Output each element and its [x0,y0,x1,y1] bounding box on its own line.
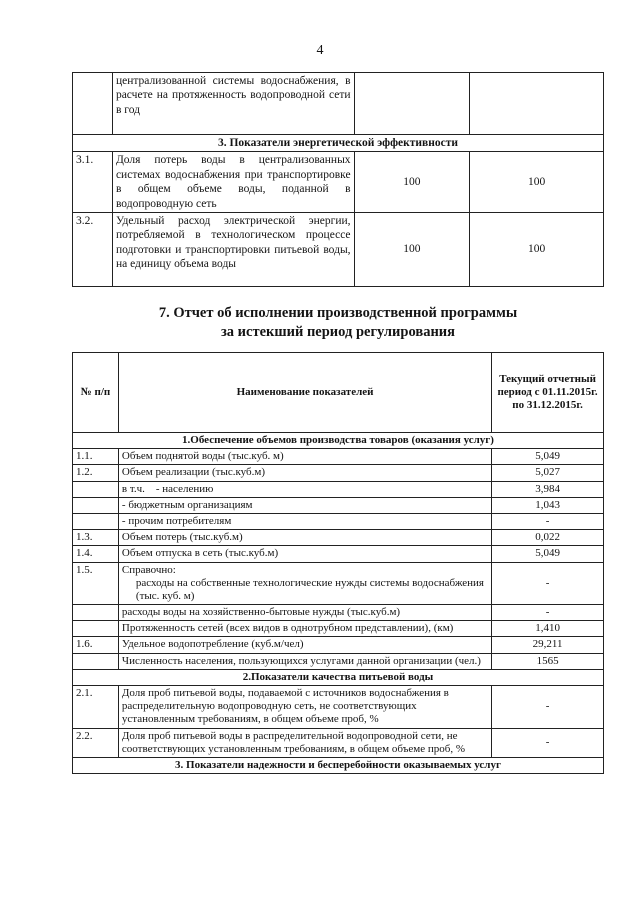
section-title: 3. Показатели надежности и бесперебойности оказываемых услуг [73,757,604,773]
row-name: Доля потерь воды в централизованных системах водоснабжения при транспортировке в общем объеме воды, поданной в водопроводную сеть [112,152,354,213]
section-row [73,757,604,773]
row-value: 5,049 [492,546,604,562]
row-name: в т.ч. - населению [118,481,491,497]
row-value: - [492,562,604,605]
row-name: Протяженность сетей (всех видов в однотрубном представлении), (км) [118,621,491,637]
row-number: 1.6. [73,637,119,653]
row-name: - прочим потребителям [118,513,491,529]
cell-value [470,73,604,135]
section-title: 3. Показатели энергетической эффективности [73,135,604,152]
table-row [73,449,604,465]
reference-text: расходы на собственные технологические нужды системы водоснабжения (тыс. куб. м) [135,576,484,602]
row-value: 5,049 [492,449,604,465]
row-name [118,562,491,605]
table-row [73,73,604,135]
row-number: 1.2. [73,465,119,481]
row-number: 2.1. [73,686,119,729]
header-row [73,353,604,433]
row-number: 1.4. [73,546,119,562]
energy-efficiency-table [72,72,604,287]
cell-num [73,73,113,135]
row-name: Объем потерь (тыс.куб.м) [118,530,491,546]
row-value: 5,027 [492,465,604,481]
row-value: 29,211 [492,637,604,653]
row-number: 1.3. [73,530,119,546]
row-value: 1565 [492,653,604,669]
row-value: 3,984 [492,481,604,497]
row-number: 2.2. [73,728,119,757]
table-row [73,465,604,481]
row-value: 0,022 [492,530,604,546]
section-row [73,669,604,685]
table-row [73,605,604,621]
table-row [73,621,604,637]
row-name: расходы воды на хозяйственно-бытовые нужды (тыс.куб.м) [118,605,491,621]
table-row [73,637,604,653]
row-number [73,605,119,621]
heading-line-1: 7. Отчет об исполнении производственной программы [158,305,518,321]
section-title: 1.Обеспечение объемов производства товаров (оказания услуг) [73,433,604,449]
section-heading [72,304,604,342]
row-value-plan: 100 [354,212,470,286]
row-name: Доля проб питьевой воды в распределительной водопроводной сети, не соответствующих установленным требованиям, в общем объеме проб, % [118,728,491,757]
table-row [73,546,604,562]
column-header-number: № п/п [73,353,119,433]
row-name: Объем поднятой воды (тыс.куб. м) [118,449,491,465]
row-number: 3.2. [73,212,113,286]
column-header-name: Наименование показателей [118,353,491,433]
row-value: 1,043 [492,497,604,513]
row-value-plan: 100 [354,152,470,213]
continuation-text: централизованной системы водоснабжения, в расчете на протяженность водопроводной сети в год [112,73,354,135]
row-number [73,513,119,529]
table-row [73,481,604,497]
table-row [73,513,604,529]
row-number [73,481,119,497]
row-name: Численность населения, пользующихся услугами данной организации (чел.) [118,653,491,669]
row-name: Удельное водопотребление (куб.м/чел) [118,637,491,653]
row-value: 1,410 [492,621,604,637]
table-row [73,728,604,757]
row-number: 3.1. [73,152,113,213]
row-name: Объем отпуска в сеть (тыс.куб.м) [118,546,491,562]
row-number: 1.1. [73,449,119,465]
section-title: 2.Показатели качества питьевой воды [73,669,604,685]
row-value: - [492,728,604,757]
table-row [73,212,604,286]
row-value: - [492,686,604,729]
row-value: - [492,605,604,621]
table-row [73,562,604,605]
table-row [73,530,604,546]
production-program-report-table [72,352,604,774]
cell-value [354,73,470,135]
table-row [73,653,604,669]
row-name: Объем реализации (тыс.куб.м) [118,465,491,481]
row-name: - бюджетным организациям [118,497,491,513]
page-number: 4 [316,43,324,58]
section-row [73,433,604,449]
row-name: Доля проб питьевой воды, подаваемой с источников водоснабжения в распределительную водопроводную сеть, не соответствующих установленным требованиям, в общем объеме проб, % [118,686,491,729]
section-row [73,135,604,152]
row-number [73,621,119,637]
table-row [73,497,604,513]
column-header-value: Текущий отчетный период с 01.11.2015г. по 31.12.2015г. [492,353,604,433]
row-number: 1.5. [73,562,119,605]
table-row [73,152,604,213]
reference-label: Справочно: [121,563,176,576]
row-number [73,653,119,669]
row-name: Удельный расход электрической энергии, потребляемой в технологическом процессе подготовки и транспортировки питьевой воды, на единицу объема воды [112,212,354,286]
row-number [73,497,119,513]
table-row [73,686,604,729]
row-value-fact: 100 [470,212,604,286]
row-value-fact: 100 [470,152,604,213]
row-value: - [492,513,604,529]
heading-line-2: за истекший период регулирования [220,323,456,340]
